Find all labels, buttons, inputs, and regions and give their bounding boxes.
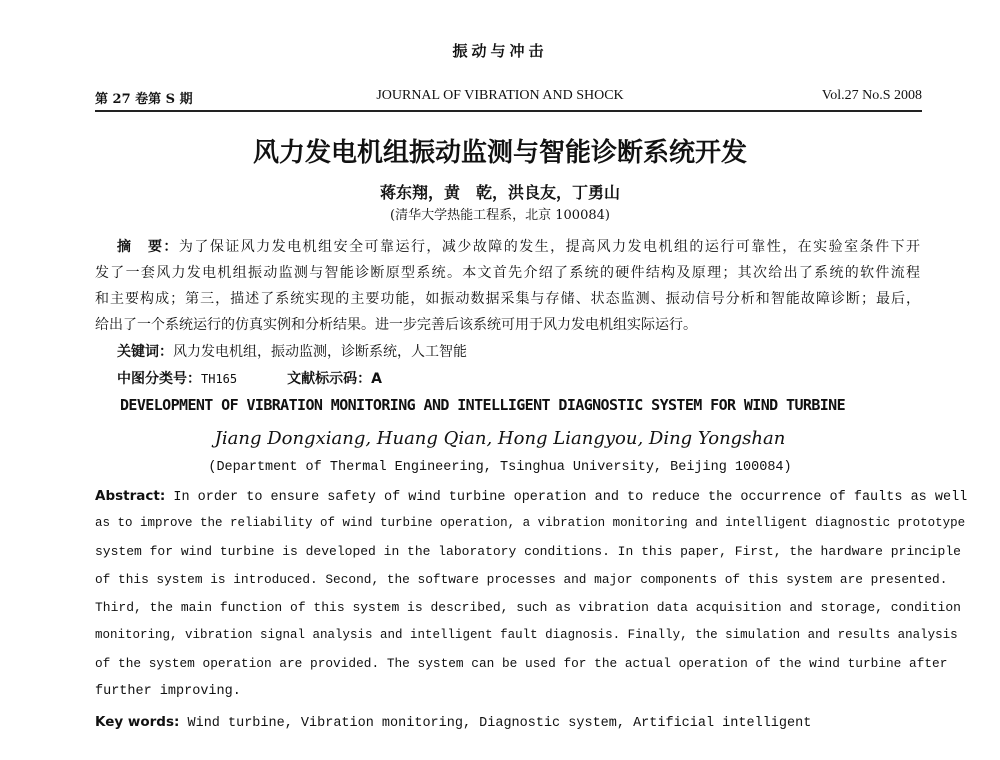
clc-label: 中图分类号：	[117, 371, 201, 387]
abstract-cn-line: 和主要构成；第三，描述了系统实现的主要功能，如振动数据采集与存储、状态监测、振动信号分析和智能故障诊断；最后，	[95, 291, 920, 307]
doc-code-value: A	[371, 371, 382, 387]
authors-en: Jiang Dongxiang, Huang Qian, Hong Liangyou, Ding Yongshan	[214, 428, 786, 449]
paper-title-cn: 风力发电机组振动监测与智能诊断系统开发	[252, 138, 747, 168]
abstract-en-line: monitoring, vibration signal analysis and intelligent fault diagnosis. Finally, the simulation and results analysis	[95, 628, 958, 642]
clc-value: TH165	[201, 372, 238, 386]
keywords-en	[95, 714, 920, 731]
abstract-en-line: system for wind turbine is developed in the laboratory conditions. In this paper, First, the hardware principle	[95, 544, 961, 559]
keywords-cn-label: 关键词：	[117, 344, 173, 360]
abstract-en-line: of this system is introduced. Second, the software processes and major components of this system are presented.	[95, 572, 948, 587]
keywords-en-text: Wind turbine, Vibration monitoring, Diagnostic system, Artificial intelligent	[187, 716, 812, 731]
journal-name-en: JOURNAL OF VIBRATION AND SHOCK	[376, 88, 624, 103]
abstract-cn-line: 发了一套风力发电机组振动监测与智能诊断原型系统。本文首先介绍了系统的硬件结构及原理；其次给出了系统的软件流程	[95, 265, 920, 281]
abstract-en-text: In order to ensure safety of wind turbine operation and to reduce the occurrence of faults as well	[173, 490, 968, 505]
journal-name-cn: 振动与冲击	[452, 42, 548, 60]
doc-code-label: 文献标示码：	[287, 371, 372, 387]
abstract-en-line	[95, 488, 968, 505]
keywords-cn-text: 风力发电机组，振动监测，诊断系统，人工智能	[173, 344, 467, 360]
abstract-en-line: Third, the main function of this system is described, such as vibration data acquisition and storage, condition	[95, 600, 961, 615]
abstract-en-line: further improving.	[95, 684, 241, 699]
header-rule	[95, 110, 922, 112]
volume-info: Vol.27 No.S 2008	[821, 88, 922, 103]
abstract-cn-line	[95, 236, 920, 256]
affiliation-en: (Department of Thermal Engineering, Tsinghua University, Beijing 100084)	[208, 460, 792, 475]
paper-title-en: DEVELOPMENT OF VIBRATION MONITORING AND INTELLIGENT DIAGNOSTIC SYSTEM FOR WIND TURBINE	[120, 396, 846, 414]
abstract-cn-text: 为了保证风力发电机组安全可靠运行，减少故障的发生，提高风力发电机组的运行可靠性，在实验室条件下开	[178, 239, 921, 255]
authors-cn: 蒋东翔，黄 乾，洪良友，丁勇山	[379, 183, 620, 202]
keywords-en-label: Key words:	[95, 714, 180, 730]
abstract-cn-line: 给出了一个系统运行的仿真实例和分析结果。进一步完善后该系统可用于风力发电机组实际运行。	[95, 317, 697, 333]
abstract-cn-label: 摘 要：	[117, 239, 179, 255]
issue-cn: 第 27 卷第 S 期	[95, 92, 193, 107]
keywords-cn	[95, 341, 942, 361]
abstract-en-label: Abstract:	[95, 488, 166, 504]
abstract-en-line: of the system operation are provided. The system can be used for the actual operation of the wind turbine after	[95, 656, 948, 671]
affiliation-cn: (清华大学热能工程系，北京 100084)	[390, 208, 610, 223]
classification	[95, 368, 942, 388]
abstract-en-line: as to improve the reliability of wind turbine operation, a vibration monitoring and intelligent diagnostic prototype	[95, 516, 966, 530]
